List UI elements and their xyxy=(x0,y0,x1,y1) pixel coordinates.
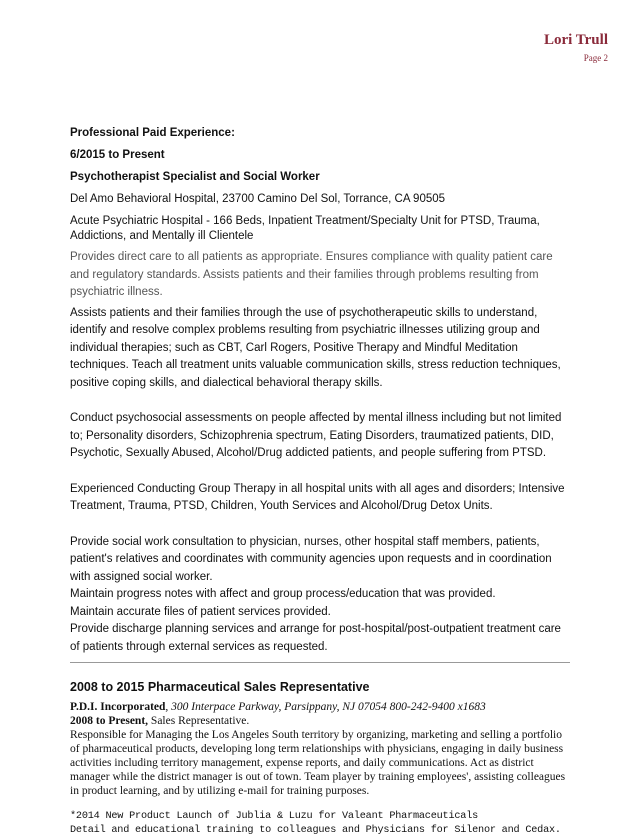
resume-content xyxy=(70,126,570,838)
employer-address: Del Amo Behavioral Hospital, 23700 Camino Del Sol, Torrance, CA 90505 xyxy=(70,193,446,205)
paragraph-direct-care: Provides direct care to all patients as appropriate. Ensures compliance with quality patient care and regulatory standards. Assists patients and their families through problems resulting from psychiatric illness. xyxy=(70,251,553,298)
role-date: 2008 to Present, xyxy=(70,715,149,727)
sales-description: Responsible for Managing the Los Angeles South territory by organizing, marketing and selling a portfolio of pharmaceutical products, developing long term relationships with physicians, engaging in daily business activities including territory management, expense reports, and daily communications. Act as district manager while the district manager is out of town. Team player by training employees', assisting colleagues in product learning, and by utilizing e-mail for training purposes. xyxy=(70,729,566,797)
header-name: Lori Trull xyxy=(543,32,608,48)
role-line xyxy=(70,714,570,728)
paragraph-consultation: Provide social work consultation to physician, nurses, other hospital staff members, patients, patient's relatives and coordinates with community agencies upon requests and in coordination with assigned social worker. xyxy=(70,535,552,583)
unit-description: Acute Psychiatric Hospital - 166 Beds, Inpatient Treatment/Specialty Unit for PTSD, Trauma, Addictions, and Mentally ill Clientele xyxy=(70,215,540,242)
paragraph-psychotherapy: Assists patients and their families through the use of psychotherapeutic skills to understand, identify and resolve complex problems resulting from psychiatric illnesses utilizing group and individual therapies; such as CBT, Carl Rogers, Positive Therapy and Mindful Meditation techniques. Teach all treatment units valuable communication skills, stress reduction techniques, positive coping skills, and dialectical behavioral therapy skills. xyxy=(70,306,561,389)
note-training: Detail and educational training to colleagues and Physicians for Silenor and Cedax. xyxy=(70,825,561,836)
paragraph-discharge: Provide discharge planning services and arrange for post-hospital/post-outpatient treatment care of patients through external services as requested. xyxy=(70,623,561,653)
role-title: Sales Representative. xyxy=(148,715,250,727)
page-number: Page 2 xyxy=(583,53,608,63)
section-heading-sales: 2008 to 2015 Pharmaceutical Sales Representative xyxy=(70,680,370,694)
company-address: , 300 Interpace Parkway, Parsippany, NJ 07054 800-242-9400 x1683 xyxy=(165,701,486,713)
paragraph-group-therapy: Experienced Conducting Group Therapy in all hospital units with all ages and disorders; Intensive Treatment, Trauma, PTSD, Children, Youth Services and Alcohol/Drug Detox Units. xyxy=(70,482,565,512)
section-heading: Professional Paid Experience: xyxy=(70,127,235,139)
company-name: P.D.I. Incorporated xyxy=(70,701,166,713)
job-date: 6/2015 to Present xyxy=(70,149,165,161)
paragraph-progress-notes: Maintain progress notes with affect and group process/education that was provided. xyxy=(70,588,496,600)
paragraph-assessments: Conduct psychosocial assessments on people affected by mental illness including but not limited to; Personality disorders, Schizophrenia spectrum, Eating Disorders, traumatized patients, DID, Psychotic, Sexually Abused, Alcohol/Drug addicted patients, and people suffering from PTSD. xyxy=(70,412,562,459)
job-title: Psychotherapist Specialist and Social Worker xyxy=(70,171,320,183)
section-divider xyxy=(70,662,570,663)
paragraph-files: Maintain accurate files of patient services provided. xyxy=(70,605,331,618)
note-product-launch: *2014 New Product Launch of Jublia & Luzu for Valeant Pharmaceuticals xyxy=(70,811,479,822)
company-line xyxy=(70,700,570,714)
